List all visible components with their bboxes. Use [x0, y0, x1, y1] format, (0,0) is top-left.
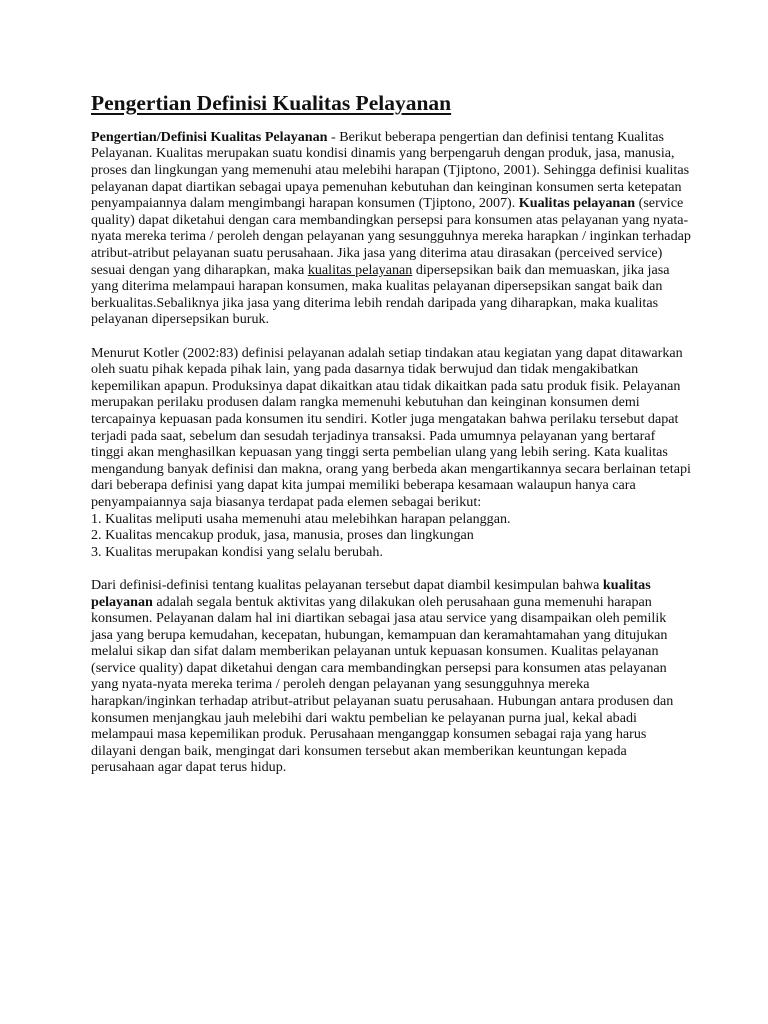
list-item: 2. Kualitas mencakup produk, jasa, manusia, proses dan lingkungan [91, 527, 474, 544]
paragraph-gap [91, 328, 691, 345]
document-page [91, 90, 691, 776]
list-item: 1. Kualitas meliputi usaha memenuhi atau melebihkan harapan pelanggan. [91, 510, 511, 527]
intro-text-1: - Berikut beberapa pengertian dan definisi tentang Kualitas Pelayanan. Kualitas merupakan suatu kondisi dinamis yang berpengaruh dengan produk, jasa, manusia, proses dan lingkungan yang memenuhi atau melebihi harapan (Tjiptono, 2001). Sehingga definisi kualitas pelayanan dapat diartikan sebagai upaya pemenuhan kebutuhan dan keinginan konsumen serta ketepatan penyampaiannya dalam mengimbangi harapan konsumen (Tjiptono, 2007). [91, 128, 690, 212]
paragraph-conclusion [91, 577, 691, 776]
paragraph-intro [91, 129, 691, 328]
intro-text-3: dipersepsikan baik dan memuaskan, jika jasa yang diterima melampaui harapan konsumen, maka kualitas pelayanan dipersepsikan sangat baik dan berkualitas.Sebaliknya jika jasa yang diterima lebih rendah daripada yang diharapkan, maka kualitas pelayanan dipersepsikan buruk. [91, 261, 670, 328]
intro-bold-term: Kualitas pelayanan [518, 195, 636, 212]
page-title: Pengertian Definisi Kualitas Pelayanan [91, 91, 452, 115]
kualitas-pelayanan-link[interactable]: kualitas pelayanan [307, 261, 413, 278]
intro-text-2: (service quality) dapat diketahui dengan cara membandingkan persepsi para konsumen atas pelayanan yang nyata-nyata mereka terima / peroleh dengan pelayanan yang sesungguhnya mereka harapkan / inginkan terhadap atribut-atribut pelayanan suatu perusahaan. Jika jasa yang diterima atau dirasakan (perceived service) sesuai dengan yang diharapkan, maka [91, 195, 691, 278]
quality-elements-list [91, 511, 691, 561]
conclusion-text-1: Dari definisi-definisi tentang kualitas pelayanan tersebut dapat diambil kesimpulan bahwa [91, 576, 603, 593]
conclusion-text-2: adalah segala bentuk aktivitas yang dilakukan oleh perusahaan guna memenuhi harapan konsumen. Pelayanan dalam hal ini diartikan sebagai jasa atau service yang disampaikan oleh pemilik jasa yang berupa kemudahan, kecepatan, hubungan, kemampuan dan keramahtamahan yang ditujukan melalui sikap dan sifat dalam memberikan pelayanan untuk kepuasan konsumen. Kualitas pelayanan (service quality) dapat diketahui dengan cara membandingkan persepsi para konsumen atas pelayanan yang nyata-nyata mereka terima / peroleh dengan pelayanan yang sesungguhnya mereka harapkan/inginkan terhadap atribut-atribut pelayanan suatu perusahaan. Hubungan antara produsen dan konsumen menjangkau jauh melebihi dari waktu pembelian ke pelayanan purna jual, kekal abadi melampaui masa kepemilikan produk. Perusahaan menganggap konsumen sebagai raja yang harus dilayani dengan baik, mengingat dari konsumen tersebut akan memberikan keuntungan kepada perusahaan agar dapat terus hidup. [91, 593, 674, 776]
intro-lead-bold: Pengertian/Definisi Kualitas Pelayanan [91, 128, 328, 145]
conclusion-bold-term: kualitas pelayanan [91, 576, 651, 610]
paragraph-kotler: Menurut Kotler (2002:83) definisi pelayanan adalah setiap tindakan atau kegiatan yang dapat ditawarkan oleh suatu pihak kepada pihak lain, yang pada dasarnya tidak berwujud dan tidak mengakibatkan kepemilikan apapun. Produksinya dapat dikaitkan atau tidak dikaitkan pada satu produk fisik. Pelayanan merupakan perilaku produsen dalam rangka memenuhi kebutuhan dan keinginan konsumen demi tercapainya kepuasan pada konsumen itu sendiri. Kotler juga mengatakan bahwa perilaku tersebut dapat terjadi pada saat, sebelum dan sesudah terjadinya transaksi. Pada umumnya pelayanan yang bertaraf tinggi akan menghasilkan kepuasan yang tinggi serta pembelian ulang yang lebih sering. Kata kualitas mengandung banyak definisi dan makna, orang yang berbeda akan mengartikannya secara berlainan tetapi dari beberapa definisi yang dapat kita jumpai memiliki beberapa kesamaan walaupun hanya cara penyampaiannya saja biasanya terdapat pada elemen sebagai berikut: [91, 344, 691, 510]
paragraph-gap [91, 560, 691, 577]
list-item: 3. Kualitas merupakan kondisi yang selalu berubah. [91, 543, 383, 560]
